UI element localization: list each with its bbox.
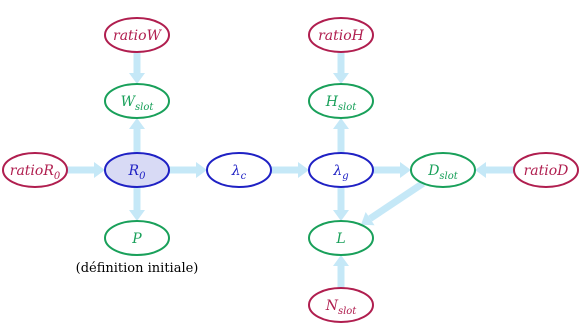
arrow-r0-to-lambda-c bbox=[169, 162, 207, 178]
node-label-p: P bbox=[132, 231, 142, 247]
node-w-slot bbox=[105, 84, 169, 118]
node-label-w-slot: $W_{slot}$ bbox=[120, 94, 154, 113]
node-p bbox=[105, 221, 169, 255]
node-ratio-h bbox=[309, 18, 373, 52]
arrow-ratio-d-to-d-slot bbox=[475, 162, 514, 178]
arrow-lambda-g-to-h-slot bbox=[333, 118, 349, 153]
node-ratio-r0 bbox=[3, 153, 67, 187]
arrow-r0-to-p bbox=[129, 187, 145, 221]
node-ratio-d bbox=[514, 153, 578, 187]
arrow-lambda-g-to-l bbox=[333, 187, 349, 221]
arrow-lambda-g-to-d-slot bbox=[373, 162, 411, 178]
node-label-d-slot: $D_{slot}$ bbox=[428, 163, 458, 182]
node-h-slot bbox=[309, 84, 373, 118]
node-label-lambda-c: $\lambda_c$ bbox=[231, 163, 247, 182]
node-label-h-slot: $H_{slot}$ bbox=[325, 94, 357, 113]
node-l bbox=[309, 221, 373, 255]
arrow-lambda-c-to-lambda-g bbox=[271, 162, 309, 178]
node-label-r0: $R_0$ bbox=[128, 163, 146, 182]
node-n-slot bbox=[309, 288, 373, 322]
node-label-ratio-h: ratioH bbox=[318, 28, 364, 44]
caption-initial-definition: (définition initiale) bbox=[75, 261, 199, 276]
arrow-d-slot-to-l bbox=[361, 183, 423, 225]
arrow-n-slot-to-l bbox=[333, 255, 349, 288]
arrow-r0-to-w-slot bbox=[129, 118, 145, 153]
arrow-ratio-r0-to-r0 bbox=[67, 162, 105, 178]
node-d-slot bbox=[411, 153, 475, 187]
node-label-ratio-d: ratioD bbox=[523, 163, 569, 179]
node-ratio-w bbox=[105, 18, 169, 52]
arrow-ratio-h-to-h-slot bbox=[333, 52, 349, 84]
arrow-ratio-w-to-w-slot bbox=[129, 52, 145, 84]
node-label-lambda-g: $\lambda_g$ bbox=[333, 163, 349, 182]
node-lambda-c bbox=[207, 153, 271, 187]
node-r0 bbox=[105, 153, 169, 187]
node-label-ratio-r0: ratioR$_0$ bbox=[9, 163, 61, 182]
node-label-l: L bbox=[336, 231, 346, 247]
node-lambda-g bbox=[309, 153, 373, 187]
node-label-n-slot: $N_{slot}$ bbox=[325, 298, 357, 317]
node-label-ratio-w: ratioW bbox=[113, 28, 161, 44]
